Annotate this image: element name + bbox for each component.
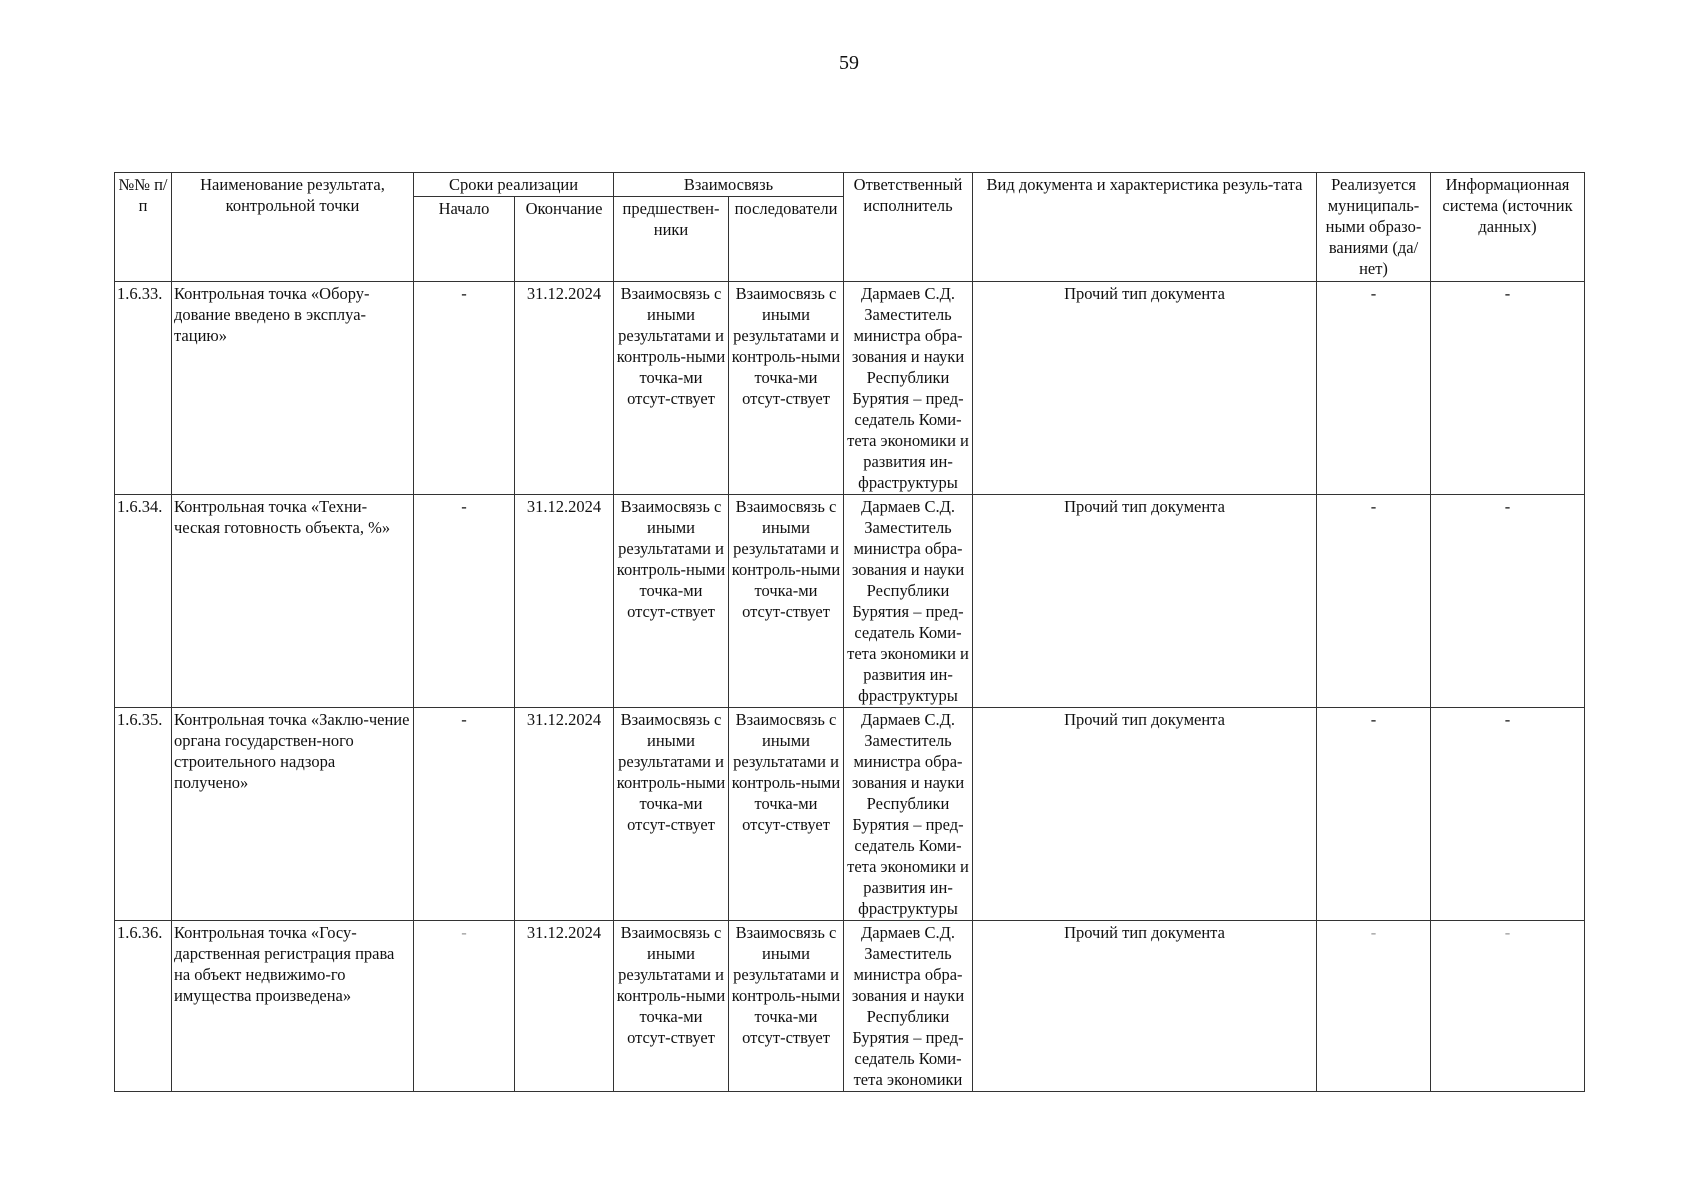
row-municipal: - — [1317, 282, 1431, 495]
header-municipal: Реализуется муниципаль-ными образо-ваниями (да/нет) — [1317, 173, 1431, 282]
row-doc-type: Прочий тип документа — [973, 282, 1317, 495]
table-row — [115, 495, 1585, 708]
header-doc-type: Вид документа и характеристика резуль-тата — [973, 173, 1317, 282]
row-responsible: Дармаев С.Д. Заместитель министра обра-зования и науки Республики Бурятия – пред-седатель Коми-тета экономики и развития ин-фраструктуры — [844, 282, 973, 495]
row-name: Контрольная точка «Госу-дарственная регистрация права на объект недвижимо-го имущества произведена» — [172, 921, 414, 1092]
row-predecessors: Взаимосвязь с иными результатами и контроль-ными точка-ми отсут-ствует — [614, 921, 729, 1092]
table-row — [115, 921, 1585, 1092]
header-start: Начало — [414, 197, 515, 282]
table-row — [115, 708, 1585, 921]
row-successors: Взаимосвязь с иными результатами и контроль-ными точка-ми отсут-ствует — [729, 282, 844, 495]
row-municipal: - — [1317, 495, 1431, 708]
row-doc-type: Прочий тип документа — [973, 708, 1317, 921]
row-info-system: - — [1431, 495, 1585, 708]
row-start: - — [414, 708, 515, 921]
header-relation: Взаимосвязь — [614, 173, 844, 197]
row-successors: Взаимосвязь с иными результатами и контроль-ными точка-ми отсут-ствует — [729, 921, 844, 1092]
row-end: 31.12.2024 — [515, 282, 614, 495]
row-municipal: - — [1317, 708, 1431, 921]
header-info-system: Информационная система (источник данных) — [1431, 173, 1585, 282]
row-end: 31.12.2024 — [515, 921, 614, 1092]
header-name: Наименование результата, контрольной точки — [172, 173, 414, 282]
header-successors: последователи — [729, 197, 844, 282]
header-terms: Сроки реализации — [414, 173, 614, 197]
row-doc-type: Прочий тип документа — [973, 921, 1317, 1092]
row-predecessors: Взаимосвязь с иными результатами и контроль-ными точка-ми отсут-ствует — [614, 282, 729, 495]
table-header — [115, 173, 1585, 282]
row-responsible: Дармаев С.Д. Заместитель министра обра-зования и науки Республики Бурятия – пред-седатель Коми-тета экономики — [844, 921, 973, 1092]
row-end: 31.12.2024 — [515, 708, 614, 921]
row-num: 1.6.35. — [115, 708, 172, 921]
row-start: - — [414, 282, 515, 495]
row-end: 31.12.2024 — [515, 495, 614, 708]
page-number: 59 — [839, 52, 859, 74]
row-successors: Взаимосвязь с иными результатами и контроль-ными точка-ми отсут-ствует — [729, 708, 844, 921]
row-responsible: Дармаев С.Д. Заместитель министра обра-зования и науки Республики Бурятия – пред-седатель Коми-тета экономики и развития ин-фраструктуры — [844, 495, 973, 708]
row-info-system: - — [1431, 282, 1585, 495]
header-end: Окончание — [515, 197, 614, 282]
header-num: №№ п/п — [115, 173, 172, 282]
control-points-table — [114, 172, 1585, 1092]
row-name: Контрольная точка «Обору-дование введено в эксплуа-тацию» — [172, 282, 414, 495]
row-predecessors: Взаимосвязь с иными результатами и контроль-ными точка-ми отсут-ствует — [614, 495, 729, 708]
row-responsible: Дармаев С.Д. Заместитель министра обра-зования и науки Республики Бурятия – пред-седатель Коми-тета экономики и развития ин-фраструктуры — [844, 708, 973, 921]
row-municipal: - — [1317, 921, 1431, 1092]
header-responsible: Ответственный исполнитель — [844, 173, 973, 282]
row-successors: Взаимосвязь с иными результатами и контроль-ными точка-ми отсут-ствует — [729, 495, 844, 708]
header-predecessors: предшествен-ники — [614, 197, 729, 282]
row-info-system: - — [1431, 708, 1585, 921]
row-start: - — [414, 495, 515, 708]
row-predecessors: Взаимосвязь с иными результатами и контроль-ными точка-ми отсут-ствует — [614, 708, 729, 921]
table-row — [115, 282, 1585, 495]
row-name: Контрольная точка «Заклю-чение органа государствен-ного строительного надзора получено» — [172, 708, 414, 921]
row-start: - — [414, 921, 515, 1092]
row-num: 1.6.36. — [115, 921, 172, 1092]
row-name: Контрольная точка «Техни-ческая готовность объекта, %» — [172, 495, 414, 708]
row-num: 1.6.33. — [115, 282, 172, 495]
row-info-system: - — [1431, 921, 1585, 1092]
row-num: 1.6.34. — [115, 495, 172, 708]
row-doc-type: Прочий тип документа — [973, 495, 1317, 708]
